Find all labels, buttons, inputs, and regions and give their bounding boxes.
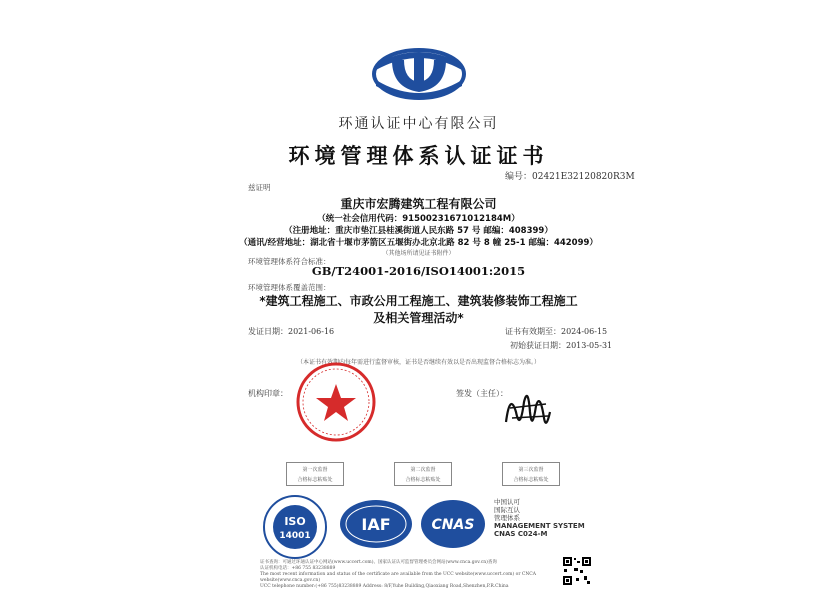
- validity-notice: （本证书有效期内每年需进行监督审核，证书是否继续有效以是否出现监督合格标志为准。）: [296, 359, 540, 366]
- iso14001-logo-icon: [262, 494, 328, 560]
- surveillance-box-1: 第一次监督 合格标志粘贴处: [286, 462, 344, 486]
- scope-line-1: *建筑工程施工、市政公用工程施工、建筑装修装饰工程施工: [259, 294, 578, 308]
- iaf-logo-icon: [338, 498, 414, 550]
- ucc-logo-icon: [372, 40, 466, 108]
- cnas-logo-icon: [420, 498, 486, 550]
- surveillance-box-2: 第二次监督 合格标志粘贴处: [394, 462, 452, 486]
- footer-text: 证书查询：可通过环通认证中心网站(www.uccert.com)、国家认证认可监督管理委员会网站(www.cnca.gov.cn)查询 认证机构电话：+86 755 83238889 The most recent information and status of the certificate are available from the UCC website(www.uccert.com) or CNCA website(www.cnca.gov.cn) UCC telephone number:(+86 755)83238889 Address: 8/F,Yuhe Building,Qiaoxiang Road,Shenzhen,P.R.China: [260, 560, 536, 589]
- other-sites-note: （其他场所请见证书附件）: [382, 250, 455, 257]
- svg-text:CNAS: CNAS: [431, 517, 475, 533]
- certified-label: 兹证明: [248, 183, 271, 192]
- scope-line-2: 及相关管理活动*: [373, 311, 464, 325]
- company-name: 重庆市宏腾建筑工程有限公司: [340, 197, 497, 211]
- initial-date: 初始获证日期：2013-05-31: [510, 341, 613, 350]
- standard: GB/T24001-2016/ISO14001:2015: [311, 264, 526, 278]
- surveillance-box-3: 第三次监督 合格标志粘贴处: [502, 462, 560, 486]
- certificate-title: 环境管理体系认证证书: [288, 143, 549, 168]
- certificate-number: 编号：02421E32120820R3M: [505, 172, 635, 182]
- expiry-date: 证书有效期至：2024-06-15: [505, 327, 608, 336]
- signature-icon: [500, 382, 556, 438]
- svg-text:IAF: IAF: [361, 515, 391, 534]
- org-name: 环通认证中心有限公司: [338, 116, 499, 132]
- issue-date: 发证日期：2021-06-16: [248, 327, 335, 336]
- registered-address: （注册地址：重庆市垫江县桂溪街道人民东路 57 号 邮编：408399）: [284, 226, 553, 236]
- signatory-label: 签发（主任）：: [456, 389, 508, 398]
- scope-label: 环境管理体系覆盖范围：: [248, 283, 331, 292]
- svg-text:ISO: ISO: [284, 515, 306, 528]
- credit-code: （统一社会信用代码：91500231671012184M）: [317, 214, 520, 224]
- operating-address: （通讯/经营地址：湖北省十堰市茅箭区五堰街办北京北路 82 号 8 幢 25-1 邮编：442099）: [239, 238, 598, 248]
- qr-code-icon: [562, 556, 592, 586]
- official-seal-icon: [294, 360, 378, 444]
- svg-text:14001: 14001: [279, 531, 311, 541]
- standard-label: 环境管理体系符合标准：: [248, 257, 331, 266]
- cnas-text-block: 中国认可 国际互认 管理体系 MANAGEMENT SYSTEM CNAS C024-M: [494, 498, 585, 538]
- org-seal-label: 机构印章：: [248, 389, 288, 398]
